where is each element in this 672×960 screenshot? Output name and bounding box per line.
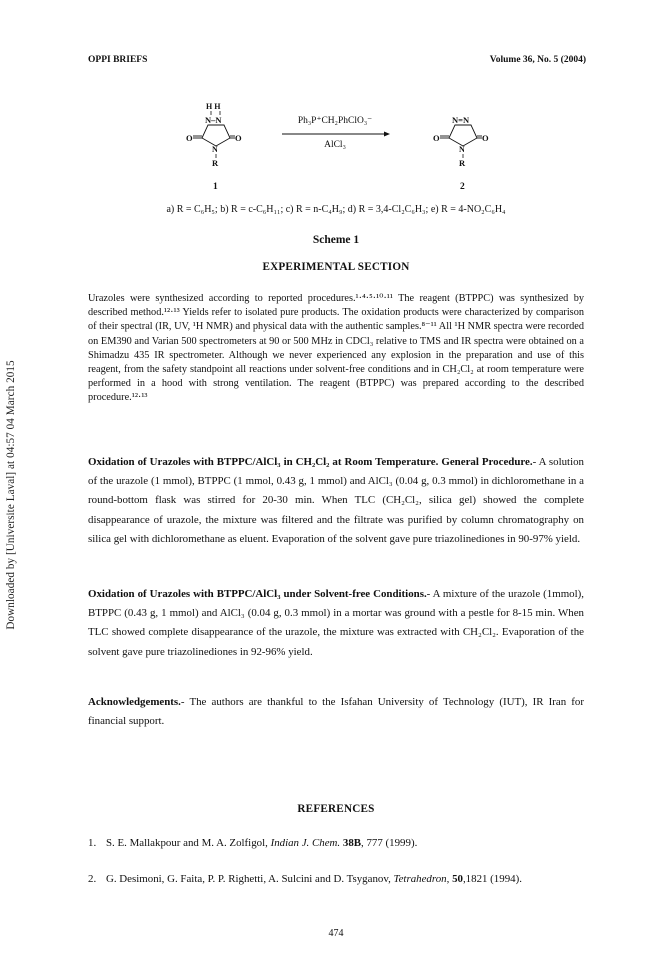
svg-text:O: O xyxy=(235,133,242,143)
ack-body: - The authors are thankful to the Isfahan University of Technology (IUT), IR Iran for financial support. xyxy=(88,696,584,728)
catalyst-label: AlCl₃ xyxy=(324,140,346,150)
running-header-left: OPPI BRIEFS xyxy=(88,55,148,65)
reference-number: 1. xyxy=(88,837,97,849)
svg-text:O: O xyxy=(482,133,489,143)
procedure-body: - A solution of the urazole (1 mmol), BTPPC (1 mmol, 0.43 g, 1 mmol) and AlCl₃ (0.04 g, 0.3 mmol) in dichloromethane in a round-bottom flask was stirred for 20-30 min. When TLC (CH₂Cl₂, silica gel) showed the complete disappearance of urazole, the mixture was filtered and the filtrate was purified by column chromatography on silica gel with dichloromethane as eluent. Evaporation of the solvent gave pure triazolinediones in 90-97% yield. xyxy=(88,456,584,545)
running-header-right: Volume 36, No. 5 (2004) xyxy=(489,55,586,65)
procedure-heading: Oxidation of Urazoles with BTPPC/AlCl₃ in CH₂Cl₂ at Room Temperature. General Procedure. xyxy=(88,456,533,468)
page-number: 474 xyxy=(328,928,344,939)
references-title: REFERENCES xyxy=(297,803,375,815)
substituent-list: a) R = C₆H₅; b) R = c-C₆H₁₁; c) R = n-C₄H₉; d) R = 3,4-Cl₂C₆H₃; e) R = 4-NO₂C₆H₄ xyxy=(166,204,506,215)
reagent-label: Ph₃P⁺CH₂PhClO₃⁻ xyxy=(297,116,373,126)
svg-text:N: N xyxy=(459,145,465,154)
reference-item xyxy=(88,870,588,888)
download-note: Downloaded by [Universite Laval] at 04:57 04 March 2015 xyxy=(5,360,17,630)
compound-1-label: 1 xyxy=(213,182,218,192)
reference-authors: S. E. Mallakpour and M. A. Zolfigol, xyxy=(106,837,271,849)
svg-text:O: O xyxy=(433,133,440,143)
reference-volume: 50 xyxy=(452,873,463,885)
svg-text:R: R xyxy=(212,158,219,168)
procedure-solvent-free xyxy=(88,585,584,662)
svg-text:N=N: N=N xyxy=(452,115,470,125)
ack-heading: Acknowledgements. xyxy=(88,696,181,708)
svg-text:H H: H H xyxy=(206,102,221,111)
acknowledgements xyxy=(88,693,584,731)
reference-item xyxy=(88,834,588,852)
experimental-paragraph: Urazoles were synthesized according to reported procedures.¹·⁴·⁵·¹⁰·¹¹ The reagent (BTPPC) was synthesized by described method.¹²·¹³ Yields refer to isolated pure products. The oxidation products were characterized by comparison of their spectral (IR, UV, ¹H NMR) and physical data with the authentic samples.⁸⁻¹¹ All ¹H NMR spectra were recorded on EM390 and Varian 500 spectrometers at 90 or 500 MHz in CDCl₃ relative to TMS and IR spectra were obtained on a Shimadzu 435 IR spectrometer. Although we never experienced any explosion in the preparation and use of this reagent, from the safety standpoint all reactions under solvent-free conditions and in CH₂Cl₂ at room temperature were performed in a hood with strong ventilation. The reagent (BTPPC) was prepared according to the described procedure.¹²·¹³ xyxy=(88,293,584,404)
procedure-body: - A mixture of the urazole (1mmol), BTPPC (0.43 g, 1 mmol) and AlCl₃ (0.04 g, 0.3 mmol) in a mortar was ground with a pestle for 8-15 min. When TLC showed complete disappearance of the urazole, the mixture was extracted with CH₂Cl₂. Evaporation of the solvent gave pure triazolinediones in 92-96% yield. xyxy=(88,588,584,658)
reference-volume: 38B xyxy=(342,837,362,849)
reference-journal: Indian J. Chem. xyxy=(270,837,341,849)
reference-journal: Tetrahedron, xyxy=(393,873,450,885)
urazole-structure xyxy=(186,102,242,168)
reference-number: 2. xyxy=(88,873,97,885)
svg-text:O: O xyxy=(186,133,193,143)
reference-pages: ,1821 (1994). xyxy=(462,873,522,885)
scheme-caption: Scheme 1 xyxy=(312,234,360,246)
reaction-scheme xyxy=(160,92,520,202)
svg-text:N–N: N–N xyxy=(205,115,222,125)
svg-text:N: N xyxy=(212,145,218,154)
svg-text:R: R xyxy=(459,158,466,168)
download-sidebar xyxy=(0,0,22,960)
procedure-room-temperature xyxy=(88,453,584,549)
section-title: EXPERIMENTAL SECTION xyxy=(262,261,410,273)
procedure-heading: Oxidation of Urazoles with BTPPC/AlCl₃ under Solvent-free Conditions. xyxy=(88,588,427,600)
arrow-head xyxy=(384,132,390,137)
compound-2-label: 2 xyxy=(460,182,465,192)
triazolinedione-structure xyxy=(433,115,489,168)
reference-pages: , 777 (1999). xyxy=(361,837,418,849)
reference-authors: G. Desimoni, G. Faita, P. P. Righetti, A. Sulcini and D. Tsyganov, xyxy=(106,873,394,885)
